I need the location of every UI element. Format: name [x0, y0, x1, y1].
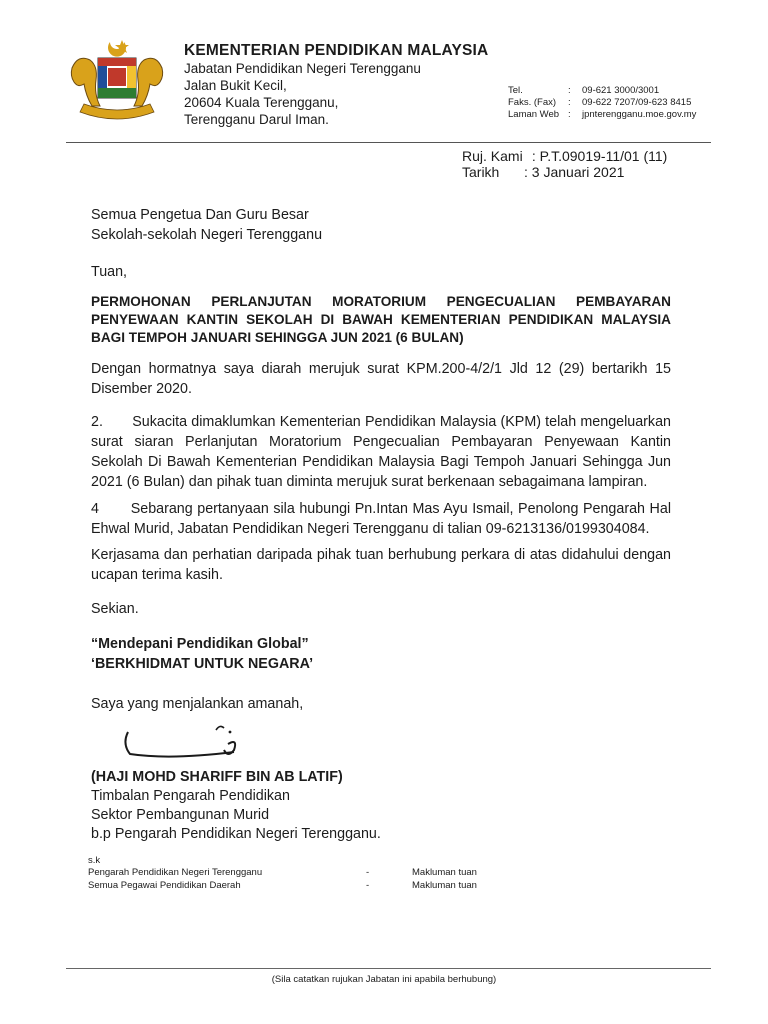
tarikh-label: Tarikh	[462, 164, 500, 180]
contact-row: Tel. : 09-621 3000/3001	[508, 85, 660, 96]
header-divider	[66, 142, 711, 143]
cc-note: Makluman tuan	[412, 880, 477, 891]
paragraph-1: Dengan hormatnya saya diarah merujuk surat KPM.200-4/2/1 Jld 12 (29) bertarikh 15 Disember 2020.	[91, 361, 671, 397]
contact-label: Tel.	[508, 85, 523, 96]
reference-line: Ruj. Kami : P.T.09019-11/01 (11)	[462, 148, 668, 164]
handwritten-signature	[116, 722, 256, 762]
date-line: Tarikh : 3 Januari 2021	[462, 164, 625, 180]
ruj-label: Ruj. Kami	[462, 148, 523, 164]
recipient-line: Semua Pengetua Dan Guru Besar	[91, 207, 309, 223]
signatory-title: Sektor Pembangunan Murid	[91, 807, 270, 823]
footer-divider	[66, 968, 711, 969]
cc-recipient: Semua Pegawai Pendidikan Daerah	[88, 880, 241, 891]
cc-separator: -	[366, 867, 370, 878]
signatory-name: (HAJI MOHD SHARIFF BIN AB LATIF)	[91, 769, 343, 785]
motto-line: ‘BERKHIDMAT UNTUK NEGARA’	[91, 656, 314, 672]
motto-line: “Mendepani Pendidikan Global”	[91, 636, 309, 652]
salutation: Tuan,	[91, 264, 128, 280]
paragraph-3: 4 Sebarang pertanyaan sila hubungi Pn.Intan Mas Ayu Ismail, Penolong Pengarah Hal Ehwal Murid, Jabatan Pendidikan Negeri Terengganu di talian 09-6213136/0199304084.	[91, 501, 671, 537]
cc-separator: -	[366, 880, 370, 891]
sign-off: Saya yang menjalankan amanah,	[91, 696, 304, 712]
ministry-name: KEMENTERIAN PENDIDIKAN MALAYSIA	[184, 42, 489, 59]
contact-label: Laman Web	[508, 109, 560, 120]
cc-label: s.k	[88, 855, 101, 866]
signatory-title: b.p Pengarah Pendidikan Negeri Terengganu.	[91, 826, 381, 842]
recipient-line: Sekolah-sekolah Negeri Terengganu	[91, 227, 323, 243]
address-line: Jabatan Pendidikan Negeri Terengganu	[184, 61, 421, 76]
tarikh-value: 3 Januari 2021	[531, 164, 625, 180]
closing: Sekian.	[91, 601, 139, 617]
address-line: 20604 Kuala Terengganu,	[184, 95, 339, 110]
coat-of-arms-logo	[66, 38, 168, 122]
signatory-title: Timbalan Pengarah Pendidikan	[91, 788, 290, 804]
paragraph-4: Kerjasama dan perhatian daripada pihak tuan berhubung perkara di atas didahului dengan ucapan terima kasih.	[91, 547, 671, 583]
website-link[interactable]: jpnterengganu.moe.gov.my	[582, 109, 697, 120]
paragraph-2: 2. Sukacita dimaklumkan Kementerian Pendidikan Malaysia (KPM) telah mengeluarkan surat siaran Perlanjutan Moratorium Pengecualian Pembayaran Penyewaan Kantin Sekolah Di Bawah Kementerian Pendidikan Malaysia Bagi Tempoh Januari Sehingga Jun 2021 (6 Bulan) dan pihak tuan diminta merujuk surat berkenaan sebagaimana lampiran.	[91, 414, 671, 490]
contact-row: Faks. (Fax) : 09-622 7207/09-623 8415	[508, 97, 692, 108]
cc-note: Makluman tuan	[412, 867, 477, 878]
contact-label: Faks. (Fax)	[508, 97, 557, 108]
contact-value: 09-621 3000/3001	[582, 85, 660, 96]
address-line: Jalan Bukit Kecil,	[184, 78, 287, 93]
contact-block	[508, 85, 696, 121]
subject-heading: PERMOHONAN PERLANJUTAN MORATORIUM PENGECUALIAN PEMBAYARAN PENYEWAAN KANTIN SEKOLAH DI BAWAH KEMENTERIAN PENDIDIKAN MALAYSIA BAGI TEMPOH JANUARI SEHINGGA JUN 2021 (6 BULAN)	[91, 294, 671, 345]
contact-row: Laman Web : jpnterengganu.moe.gov.my	[508, 109, 697, 120]
cc-recipient: Pengarah Pendidikan Negeri Terengganu	[88, 867, 263, 878]
address-line: Terengganu Darul Iman.	[184, 112, 329, 127]
ruj-value: P.T.09019-11/01 (11)	[539, 148, 668, 164]
footer-note: (Sila catatkan rujukan Jabatan ini apabila berhubung)	[271, 974, 497, 985]
contact-value: 09-622 7207/09-623 8415	[582, 97, 692, 108]
